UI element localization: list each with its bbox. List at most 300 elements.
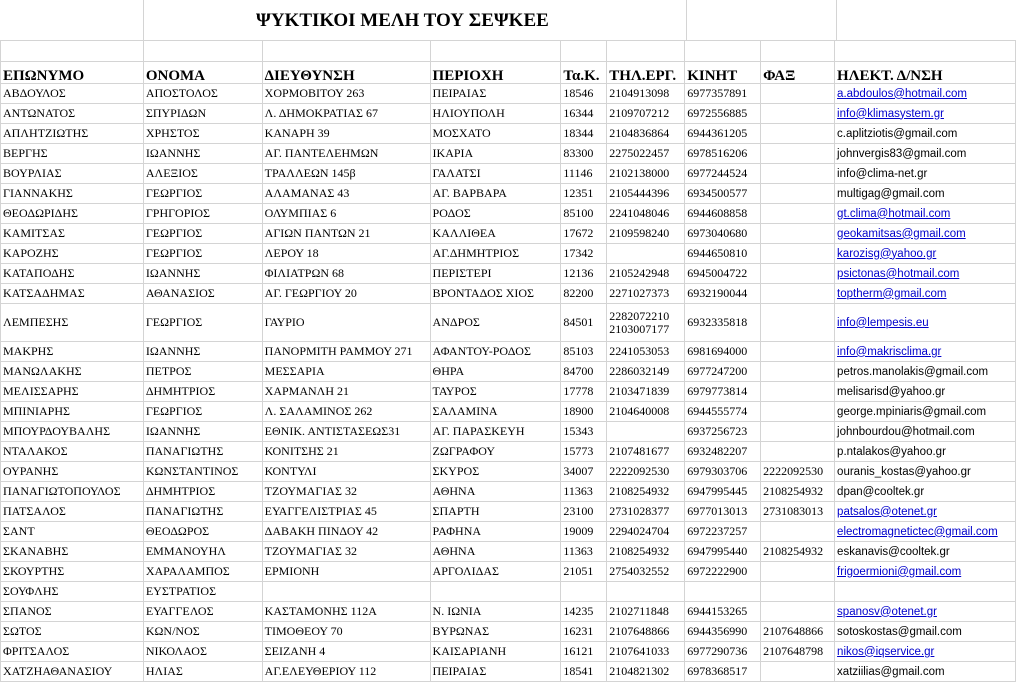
table-row <box>1 284 1016 304</box>
cell-phone[interactable]: 2107641033 <box>607 642 685 662</box>
cell-email[interactable] <box>835 502 1016 522</box>
cell-email[interactable] <box>835 144 1016 164</box>
cell-tk[interactable]: 12136 <box>561 264 607 284</box>
cell-fax[interactable] <box>761 562 835 582</box>
cell-tk[interactable]: 82200 <box>561 284 607 304</box>
cell-area[interactable]: ΚΑΛΛΙΘΕΑ <box>430 224 561 244</box>
cell-phone[interactable]: 2107481677 <box>607 442 685 462</box>
cell-mobile[interactable]: 6981694000 <box>685 342 761 362</box>
cell-mobile[interactable]: 6947995440 <box>685 542 761 562</box>
cell-area[interactable]: ΠΕΙΡΑΙΑΣ <box>430 662 561 682</box>
cell-email[interactable] <box>835 84 1016 104</box>
cell-mobile[interactable]: 6977357891 <box>685 84 761 104</box>
cell-surname[interactable]: ΒΟΥΡΛΙΑΣ <box>1 164 144 184</box>
cell-area[interactable]: ΖΩΓΡΑΦΟΥ <box>430 442 561 462</box>
cell-email[interactable] <box>835 124 1016 144</box>
cell-name[interactable]: ΑΘΑΝΑΣΙΟΣ <box>143 284 262 304</box>
cell-tk[interactable]: 17672 <box>561 224 607 244</box>
cell-surname[interactable]: ΧΑΤΖΗΑΘΑΝΑΣΙΟΥ <box>1 662 144 682</box>
cell-email[interactable] <box>835 264 1016 284</box>
table-row <box>1 84 1016 104</box>
cell-area[interactable]: ΙΚΑΡΙΑ <box>430 144 561 164</box>
cell-surname[interactable]: ΜΕΛΙΣΣΑΡΗΣ <box>1 382 144 402</box>
email-link[interactable]: spanosv@otenet.gr <box>837 605 937 618</box>
cell-email[interactable] <box>835 562 1016 582</box>
cell-fax[interactable] <box>761 284 835 304</box>
table-row <box>1 382 1016 402</box>
cell-email[interactable] <box>835 184 1016 204</box>
cell-phone[interactable]: 2241048046 <box>607 204 685 224</box>
cell-surname[interactable]: ΘΕΟΔΩΡΙΔΗΣ <box>1 204 144 224</box>
cell-phone[interactable] <box>607 304 685 342</box>
cell-mobile[interactable]: 6944650810 <box>685 244 761 264</box>
cell-mobile[interactable]: 6977244524 <box>685 164 761 184</box>
cell-area[interactable]: ΑΦΑΝΤΟΥ-ΡΟΔΟΣ <box>430 342 561 362</box>
cell-email[interactable] <box>835 362 1016 382</box>
cell-fax[interactable] <box>761 144 835 164</box>
cell-fax[interactable]: 2107648866 <box>761 622 835 642</box>
cell-name[interactable]: ΓΕΩΡΓΙΟΣ <box>143 304 262 342</box>
cell-phone[interactable]: 2105444396 <box>607 184 685 204</box>
cell-tk[interactable]: 23100 <box>561 502 607 522</box>
col-header-fax[interactable]: ΦΑΞ <box>761 62 835 84</box>
cell-area[interactable]: ΠΕΙΡΑΙΑΣ <box>430 84 561 104</box>
cell-address[interactable]: ΔΑΒΑΚΗ ΠΙΝΔΟΥ 42 <box>262 522 430 542</box>
cell-email[interactable] <box>835 422 1016 442</box>
email-link[interactable]: a.abdoulos@hotmail.com <box>837 87 967 100</box>
table-row <box>1 522 1016 542</box>
cell-tk[interactable]: 17778 <box>561 382 607 402</box>
cell-mobile[interactable]: 6979773814 <box>685 382 761 402</box>
cell-phone[interactable]: 2731028377 <box>607 502 685 522</box>
cell-area[interactable]: ΑΘΗΝΑ <box>430 482 561 502</box>
cell-surname[interactable]: ΝΤΑΛΑΚΟΣ <box>1 442 144 462</box>
email-link[interactable]: info@makrisclima.gr <box>837 345 942 358</box>
cell-fax[interactable] <box>761 442 835 462</box>
cell-surname[interactable]: ΛΕΜΠΕΣΗΣ <box>1 304 144 342</box>
cell-tk[interactable]: 16344 <box>561 104 607 124</box>
cell-fax[interactable]: 2108254932 <box>761 542 835 562</box>
cell-tk[interactable]: 14235 <box>561 602 607 622</box>
cell-email[interactable] <box>835 442 1016 462</box>
cell-phone[interactable]: 2222092530 <box>607 462 685 482</box>
email-text: sotoskostas@gmail.com <box>837 625 962 638</box>
cell-phone[interactable]: 2108254932 <box>607 542 685 562</box>
phone-line: 2282072210 <box>609 308 670 323</box>
cell-name[interactable]: ΚΩΝ/ΝΟΣ <box>143 622 262 642</box>
email-text: ouranis_kostas@yahoo.gr <box>837 465 971 478</box>
cell-email[interactable] <box>835 602 1016 622</box>
cell-mobile[interactable]: 6978368517 <box>685 662 761 682</box>
cell-tk[interactable]: 18344 <box>561 124 607 144</box>
cell-mobile[interactable]: 6977013013 <box>685 502 761 522</box>
cell-fax[interactable] <box>761 342 835 362</box>
cell-name[interactable]: ΓΡΗΓΟΡΙΟΣ <box>143 204 262 224</box>
col-header-address[interactable]: ΔΙΕΥΘΥΝΣΗ <box>262 62 430 84</box>
cell-tk[interactable]: 21051 <box>561 562 607 582</box>
cell-address[interactable]: ΧΑΡΜΑΝΛΗ 21 <box>262 382 430 402</box>
cell-surname[interactable]: ΜΑΝΩΛΑΚΗΣ <box>1 362 144 382</box>
cell-area[interactable]: ΚΑΙΣΑΡΙΑΝΗ <box>430 642 561 662</box>
cell-surname[interactable]: ΠΑΝΑΓΙΩΤΟΠΟΥΛΟΣ <box>1 482 144 502</box>
email-link[interactable]: info@lempesis.eu <box>837 316 929 329</box>
cell-name[interactable]: ΑΠΟΣΤΟΛΟΣ <box>143 84 262 104</box>
cell-surname[interactable]: ΚΑΡΟΖΗΣ <box>1 244 144 264</box>
cell-surname[interactable]: ΑΠΛΗΤΖΙΩΤΗΣ <box>1 124 144 144</box>
email-link[interactable]: info@klimasystem.gr <box>837 107 944 120</box>
cell-area[interactable]: ΑΓ.ΔΗΜΗΤΡΙΟΣ <box>430 244 561 264</box>
cell-tk[interactable]: 11146 <box>561 164 607 184</box>
cell-address[interactable]: ΦΙΛΙΑΤΡΩΝ 68 <box>262 264 430 284</box>
cell-surname[interactable]: ΑΝΤΩΝΑΤΟΣ <box>1 104 144 124</box>
cell-address[interactable]: Λ. ΣΑΛΑΜΙΝΟΣ 262 <box>262 402 430 422</box>
cell-name[interactable]: ΘΕΟΔΩΡΟΣ <box>143 522 262 542</box>
cell-tk[interactable]: 15343 <box>561 422 607 442</box>
cell-surname[interactable]: ΜΠΟΥΡΔΟΥΒΑΛΗΣ <box>1 422 144 442</box>
cell-surname[interactable]: ΚΑΤΑΠΟΔΗΣ <box>1 264 144 284</box>
cell-phone[interactable]: 2104913098 <box>607 84 685 104</box>
cell-name[interactable]: ΕΥΑΓΓΕΛΟΣ <box>143 602 262 622</box>
cell-area[interactable]: ΑΓ. ΠΑΡΑΣΚΕΥΗ <box>430 422 561 442</box>
cell-surname[interactable]: ΚΑΤΣΑΔΗΜΑΣ <box>1 284 144 304</box>
cell-phone[interactable]: 2294024704 <box>607 522 685 542</box>
cell-address[interactable]: ΑΓ. ΓΕΩΡΓΙΟΥ 20 <box>262 284 430 304</box>
cell-tk[interactable]: 18541 <box>561 662 607 682</box>
cell-tk[interactable]: 11363 <box>561 482 607 502</box>
cell-email[interactable] <box>835 382 1016 402</box>
cell-tk[interactable]: 84501 <box>561 304 607 342</box>
cell-phone[interactable]: 2275022457 <box>607 144 685 164</box>
cell-name[interactable]: ΑΛΕΞΙΟΣ <box>143 164 262 184</box>
cell-mobile[interactable]: 6934500577 <box>685 184 761 204</box>
cell-area[interactable]: ΒΥΡΩΝΑΣ <box>430 622 561 642</box>
cell-fax[interactable] <box>761 104 835 124</box>
cell-fax[interactable] <box>761 382 835 402</box>
cell-name[interactable]: ΙΩΑΝΝΗΣ <box>143 144 262 164</box>
cell-address[interactable]: ΠΑΝΟΡΜΙΤΗ ΡΑΜΜΟΥ 271 <box>262 342 430 362</box>
cell-email[interactable] <box>835 224 1016 244</box>
cell-tk[interactable]: 16121 <box>561 642 607 662</box>
cell-name[interactable]: ΣΠΥΡΙΔΩΝ <box>143 104 262 124</box>
cell-name[interactable]: ΙΩΑΝΝΗΣ <box>143 264 262 284</box>
cell-address[interactable]: ΤΙΜΟΘΕΟΥ 70 <box>262 622 430 642</box>
cell-surname[interactable]: ΚΑΜΙΤΣΑΣ <box>1 224 144 244</box>
cell-address[interactable]: ΟΛΥΜΠΙΑΣ 6 <box>262 204 430 224</box>
email-link[interactable]: psictonas@hotmail.com <box>837 267 960 280</box>
cell-fax[interactable]: 2108254932 <box>761 482 835 502</box>
cell-name[interactable]: ΝΙΚΟΛΑΟΣ <box>143 642 262 662</box>
cell-mobile[interactable]: 6977290736 <box>685 642 761 662</box>
cell-phone[interactable] <box>607 582 685 602</box>
cell-email[interactable] <box>835 642 1016 662</box>
cell-fax[interactable] <box>761 304 835 342</box>
cell-tk[interactable]: 85103 <box>561 342 607 362</box>
col-header-surname[interactable]: ΕΠΩΝΥΜΟ <box>1 62 144 84</box>
cell-surname[interactable]: ΒΕΡΓΗΣ <box>1 144 144 164</box>
cell-fax[interactable] <box>761 522 835 542</box>
cell-name[interactable]: ΓΕΩΡΓΙΟΣ <box>143 244 262 264</box>
email-link[interactable]: nikos@iqservice.gr <box>837 645 935 658</box>
cell-area[interactable]: ΣΠΑΡΤΗ <box>430 502 561 522</box>
cell-tk[interactable]: 19009 <box>561 522 607 542</box>
cell-phone[interactable]: 2108254932 <box>607 482 685 502</box>
cell-area[interactable] <box>430 582 561 602</box>
cell-address[interactable]: ΚΟΝΙΤΣΗΣ 21 <box>262 442 430 462</box>
cell-address[interactable]: ΕΘΝΙΚ. ΑΝΤΙΣΤΑΣΕΩΣ31 <box>262 422 430 442</box>
cell-name[interactable]: ΙΩΑΝΝΗΣ <box>143 342 262 362</box>
cell-email[interactable] <box>835 204 1016 224</box>
cell-tk[interactable]: 18900 <box>561 402 607 422</box>
cell-phone[interactable]: 2104640008 <box>607 402 685 422</box>
cell-tk[interactable]: 16231 <box>561 622 607 642</box>
cell-area[interactable]: ΘΗΡΑ <box>430 362 561 382</box>
cell-address[interactable]: ΑΛΑΜΑΝΑΣ 43 <box>262 184 430 204</box>
cell-phone[interactable]: 2109707212 <box>607 104 685 124</box>
cell-area[interactable]: ΗΛΙΟΥΠΟΛΗ <box>430 104 561 124</box>
cell-phone[interactable]: 2241053053 <box>607 342 685 362</box>
cell-fax[interactable] <box>761 124 835 144</box>
cell-surname[interactable]: ΣΠΑΝΟΣ <box>1 602 144 622</box>
cell-email[interactable] <box>835 104 1016 124</box>
cell-email[interactable] <box>835 304 1016 342</box>
cell-area[interactable]: ΜΟΣΧΑΤΟ <box>430 124 561 144</box>
cell-name[interactable]: ΔΗΜΗΤΡΙΟΣ <box>143 482 262 502</box>
cell-mobile[interactable]: 6932335818 <box>685 304 761 342</box>
cell-area[interactable]: ΒΡΟΝΤΑΔΟΣ ΧΙΟΣ <box>430 284 561 304</box>
cell-phone[interactable]: 2109598240 <box>607 224 685 244</box>
cell-mobile[interactable]: 6945004722 <box>685 264 761 284</box>
cell-mobile[interactable]: 6978516206 <box>685 144 761 164</box>
cell-tk[interactable]: 11363 <box>561 542 607 562</box>
cell-surname[interactable]: ΓΙΑΝΝΑΚΗΣ <box>1 184 144 204</box>
cell-area[interactable]: ΡΟΔΟΣ <box>430 204 561 224</box>
cell-phone[interactable]: 2105242948 <box>607 264 685 284</box>
cell-name[interactable]: ΙΩΑΝΝΗΣ <box>143 422 262 442</box>
col-header-postcode[interactable]: Τα.Κ. <box>561 62 607 84</box>
cell-mobile[interactable]: 6947995445 <box>685 482 761 502</box>
table-row <box>1 204 1016 224</box>
col-header-area[interactable]: ΠΕΡΙΟΧΗ <box>430 62 561 84</box>
cell-address[interactable]: ΑΓ. ΠΑΝΤΕΛΕΗΜΩΝ <box>262 144 430 164</box>
cell-surname[interactable]: ΑΒΔΟΥΛΟΣ <box>1 84 144 104</box>
cell-phone[interactable]: 2102138000 <box>607 164 685 184</box>
cell-address[interactable]: Λ. ΔΗΜΟΚΡΑΤΙΑΣ 67 <box>262 104 430 124</box>
cell-mobile[interactable]: 6944153265 <box>685 602 761 622</box>
cell-address[interactable]: ΛΕΡΟΥ 18 <box>262 244 430 264</box>
cell-surname[interactable]: ΣΟΥΦΛΗΣ <box>1 582 144 602</box>
cell-address[interactable]: ΣΕΙΖΑΝΗ 4 <box>262 642 430 662</box>
cell-mobile[interactable]: 6932190044 <box>685 284 761 304</box>
cell-name[interactable]: ΠΑΝΑΓΙΩΤΗΣ <box>143 442 262 462</box>
cell-address[interactable]: ΕΡΜΙΟΝΗ <box>262 562 430 582</box>
cell-name[interactable]: ΕΜΜΑΝΟΥΗΛ <box>143 542 262 562</box>
cell-address[interactable] <box>262 582 430 602</box>
cell-fax[interactable] <box>761 164 835 184</box>
cell-address[interactable]: ΤΖΟΥΜΑΓΙΑΣ 32 <box>262 542 430 562</box>
cell-fax[interactable] <box>761 662 835 682</box>
cell-surname[interactable]: ΟΥΡΑΝΗΣ <box>1 462 144 482</box>
cell-surname[interactable]: ΣΚΟΥΡΤΗΣ <box>1 562 144 582</box>
table-row <box>1 224 1016 244</box>
email-text: xatziilias@gmail.com <box>837 665 945 678</box>
cell-address[interactable]: ΚΟΝΤΥΛΙ <box>262 462 430 482</box>
cell-surname[interactable]: ΜΑΚΡΗΣ <box>1 342 144 362</box>
cell-email[interactable] <box>835 522 1016 542</box>
cell-name[interactable]: ΔΗΜΗΤΡΙΟΣ <box>143 382 262 402</box>
cell-email[interactable] <box>835 402 1016 422</box>
email-link[interactable]: karozisg@yahoo.gr <box>837 247 937 260</box>
cell-address[interactable]: ΓΑΥΡΙΟ <box>262 304 430 342</box>
cell-name[interactable]: ΕΥΣΤΡΑΤΙΟΣ <box>143 582 262 602</box>
grid-line <box>836 0 837 40</box>
cell-email[interactable] <box>835 284 1016 304</box>
cell-area[interactable]: ΡΑΦΗΝΑ <box>430 522 561 542</box>
cell-address[interactable]: ΚΑΣΤΑΜΟΝΗΣ 112Α <box>262 602 430 622</box>
cell-surname[interactable]: ΜΠΙΝΙΑΡΗΣ <box>1 402 144 422</box>
cell-fax[interactable] <box>761 184 835 204</box>
cell-tk[interactable]: 18546 <box>561 84 607 104</box>
col-header-email[interactable]: ΗΛΕΚΤ. Δ/ΝΣΗ <box>835 62 1016 84</box>
cell-name[interactable]: ΚΩΝΣΤΑΝΤΙΝΟΣ <box>143 462 262 482</box>
email-text: dpan@cooltek.gr <box>837 485 925 498</box>
cell-fax[interactable] <box>761 224 835 244</box>
cell-fax[interactable]: 2107648798 <box>761 642 835 662</box>
email-link[interactable]: geokamitsas@gmail.com <box>837 227 966 240</box>
cell-area[interactable]: ΑΝΔΡΟΣ <box>430 304 561 342</box>
cell-address[interactable]: ΑΓ.ΕΛΕΥΘΕΡΙΟΥ 112 <box>262 662 430 682</box>
cell-area[interactable]: ΣΑΛΑΜΙΝΑ <box>430 402 561 422</box>
cell-address[interactable]: ΚΑΝΑΡΗ 39 <box>262 124 430 144</box>
cell-address[interactable]: ΜΕΣΣΑΡΙΑ <box>262 362 430 382</box>
cell-fax[interactable]: 2731083013 <box>761 502 835 522</box>
cell-address[interactable]: ΤΡΑΛΛΕΩΝ 145β <box>262 164 430 184</box>
cell-tk[interactable]: 15773 <box>561 442 607 462</box>
cell-area[interactable]: Ν. ΙΩΝΙΑ <box>430 602 561 622</box>
cell-name[interactable]: ΓΕΩΡΓΙΟΣ <box>143 184 262 204</box>
cell-surname[interactable]: ΦΡΙΤΣΑΛΟΣ <box>1 642 144 662</box>
email-link[interactable]: gt.clima@hotmail.com <box>837 207 951 220</box>
cell-phone[interactable]: 2104821302 <box>607 662 685 682</box>
email-link[interactable]: frigoermioni@gmail.com <box>837 565 962 578</box>
cell-fax[interactable] <box>761 84 835 104</box>
cell-surname[interactable]: ΣΑΝΤ <box>1 522 144 542</box>
cell-fax[interactable] <box>761 204 835 224</box>
col-header-mobile[interactable]: ΚΙΝΗΤ <box>685 62 761 84</box>
cell-phone[interactable]: 2271027373 <box>607 284 685 304</box>
cell-phone[interactable]: 2102711848 <box>607 602 685 622</box>
cell-area[interactable]: ΑΘΗΝΑ <box>430 542 561 562</box>
table-row <box>1 144 1016 164</box>
cell-surname[interactable]: ΠΑΤΣΑΛΟΣ <box>1 502 144 522</box>
cell-tk[interactable]: 85100 <box>561 204 607 224</box>
cell-mobile[interactable]: 6944356990 <box>685 622 761 642</box>
cell-fax[interactable] <box>761 602 835 622</box>
cell-mobile[interactable]: 6977247200 <box>685 362 761 382</box>
cell-mobile[interactable]: 6944555774 <box>685 402 761 422</box>
table-row <box>1 542 1016 562</box>
cell-fax[interactable] <box>761 422 835 442</box>
cell-area[interactable]: ΤΑΥΡΟΣ <box>430 382 561 402</box>
cell-email[interactable] <box>835 462 1016 482</box>
cell-fax[interactable] <box>761 402 835 422</box>
cell-email[interactable] <box>835 582 1016 602</box>
cell-mobile[interactable]: 6937256723 <box>685 422 761 442</box>
cell-mobile[interactable]: 6944361205 <box>685 124 761 144</box>
cell-fax[interactable] <box>761 362 835 382</box>
cell-phone[interactable] <box>607 244 685 264</box>
cell-email[interactable] <box>835 164 1016 184</box>
cell-phone[interactable]: 2286032149 <box>607 362 685 382</box>
cell-address[interactable]: ΧΟΡΜΟΒΙΤΟΥ 263 <box>262 84 430 104</box>
cell-name[interactable]: ΧΡΗΣΤΟΣ <box>143 124 262 144</box>
cell-address[interactable]: ΕΥΑΓΓΕΛΙΣΤΡΙΑΣ 45 <box>262 502 430 522</box>
col-header-name[interactable]: ΟΝΟΜΑ <box>143 62 262 84</box>
cell-phone[interactable]: 2754032552 <box>607 562 685 582</box>
cell-mobile[interactable]: 6972556885 <box>685 104 761 124</box>
cell-phone[interactable]: 2104836864 <box>607 124 685 144</box>
cell-tk[interactable]: 83300 <box>561 144 607 164</box>
cell-mobile[interactable]: 6932482207 <box>685 442 761 462</box>
cell-fax[interactable] <box>761 244 835 264</box>
cell-email[interactable] <box>835 482 1016 502</box>
cell-email[interactable] <box>835 542 1016 562</box>
cell-address[interactable]: ΑΓΙΩΝ ΠΑΝΤΩΝ 21 <box>262 224 430 244</box>
col-header-work-phone[interactable]: ΤΗΛ.ΕΡΓ. <box>607 62 685 84</box>
cell-tk[interactable]: 12351 <box>561 184 607 204</box>
cell-email[interactable] <box>835 342 1016 362</box>
cell-area[interactable]: ΓΑΛΑΤΣΙ <box>430 164 561 184</box>
cell-tk[interactable] <box>561 582 607 602</box>
cell-name[interactable]: ΓΕΩΡΓΙΟΣ <box>143 224 262 244</box>
cell-area[interactable]: ΑΡΓΟΛΙΔΑΣ <box>430 562 561 582</box>
cell-tk[interactable]: 34007 <box>561 462 607 482</box>
email-text: johnbourdou@hotmail.com <box>837 425 975 438</box>
cell-fax[interactable]: 2222092530 <box>761 462 835 482</box>
cell-name[interactable]: ΓΕΩΡΓΙΟΣ <box>143 402 262 422</box>
cell-mobile[interactable]: 6973040680 <box>685 224 761 244</box>
cell-area[interactable]: ΣΚΥΡΟΣ <box>430 462 561 482</box>
cell-mobile[interactable] <box>685 582 761 602</box>
cell-name[interactable]: ΠΑΝΑΓΙΩΤΗΣ <box>143 502 262 522</box>
cell-tk[interactable]: 17342 <box>561 244 607 264</box>
cell-phone[interactable]: 2103471839 <box>607 382 685 402</box>
email-link[interactable]: electromagnetictec@gmail.com <box>837 525 998 538</box>
cell-surname[interactable]: ΣΚΑΝΑΒΗΣ <box>1 542 144 562</box>
email-link[interactable]: toptherm@gmail.com <box>837 287 947 300</box>
cell-fax[interactable] <box>761 582 835 602</box>
cell-email[interactable] <box>835 244 1016 264</box>
cell-phone[interactable] <box>607 422 685 442</box>
cell-mobile[interactable]: 6972222900 <box>685 562 761 582</box>
cell-name[interactable]: ΠΕΤΡΟΣ <box>143 362 262 382</box>
cell-mobile[interactable]: 6944608858 <box>685 204 761 224</box>
cell-address[interactable]: ΤΖΟΥΜΑΓΙΑΣ 32 <box>262 482 430 502</box>
cell-name[interactable]: ΗΛΙΑΣ <box>143 662 262 682</box>
email-link[interactable]: patsalos@otenet.gr <box>837 505 937 518</box>
cell-fax[interactable] <box>761 264 835 284</box>
cell-tk[interactable]: 84700 <box>561 362 607 382</box>
cell-surname[interactable]: ΣΩΤΟΣ <box>1 622 144 642</box>
cell-area[interactable]: ΠΕΡΙΣΤΕΡΙ <box>430 264 561 284</box>
cell-email[interactable] <box>835 662 1016 682</box>
cell-mobile[interactable]: 6972237257 <box>685 522 761 542</box>
cell-phone[interactable]: 2107648866 <box>607 622 685 642</box>
cell-email[interactable] <box>835 622 1016 642</box>
cell-area[interactable]: ΑΓ. ΒΑΡΒΑΡΑ <box>430 184 561 204</box>
cell-mobile[interactable]: 6979303706 <box>685 462 761 482</box>
cell-name[interactable]: ΧΑΡΑΛΑΜΠΟΣ <box>143 562 262 582</box>
phone-line: 2103007177 <box>609 321 670 336</box>
